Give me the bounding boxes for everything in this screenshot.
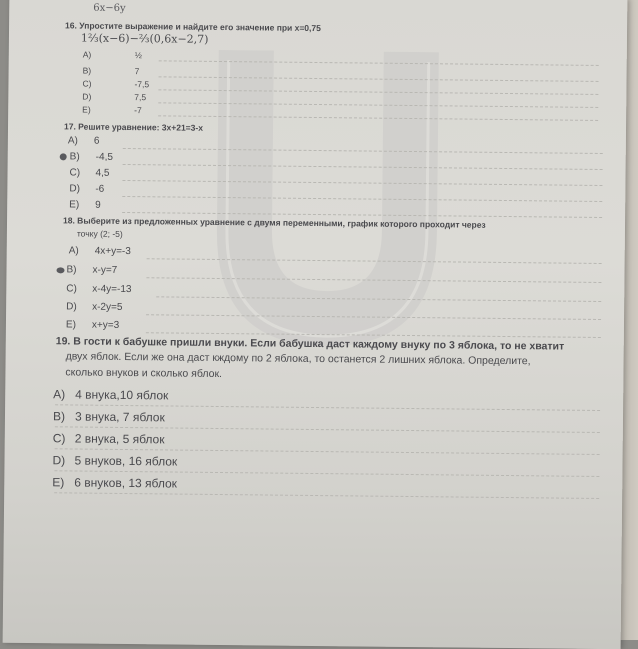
q19-option-e[interactable] xyxy=(52,475,177,490)
q19-line2: двух яблок. Если же она даст кждому по 2 яблока, то останется 2 лишних яблока. Определите, xyxy=(65,350,531,368)
option-letter: B) xyxy=(52,409,66,424)
q17-option-b[interactable] xyxy=(70,151,113,162)
q19-option-b[interactable] xyxy=(53,409,165,424)
option-text: 4x+y=-3 xyxy=(94,245,131,258)
option-letter: D) xyxy=(82,91,92,102)
q17-option-a[interactable] xyxy=(68,135,100,146)
option-text: x-2y=5 xyxy=(92,301,123,313)
answer-line xyxy=(54,492,599,499)
q19-option-a[interactable] xyxy=(53,387,168,402)
option-letter: E) xyxy=(82,104,91,115)
q16-option-d[interactable] xyxy=(82,92,146,103)
q16-option-b[interactable] xyxy=(83,66,140,77)
option-text: 6 xyxy=(93,135,100,147)
option-text: -7,5 xyxy=(134,79,150,90)
option-text: 3 внука, 7 яблок xyxy=(74,409,165,425)
connector-text xyxy=(96,0,100,1)
q18-option-c[interactable] xyxy=(66,283,131,295)
option-text: 4,5 xyxy=(95,167,110,179)
pencil-mark-icon xyxy=(60,153,67,160)
option-text: -7 xyxy=(134,105,142,116)
q16-option-a[interactable] xyxy=(83,50,142,61)
option-text: x-y=7 xyxy=(92,264,118,276)
option-letter: A) xyxy=(68,245,79,257)
option-letter: E) xyxy=(52,475,65,490)
option-letter: A) xyxy=(82,49,92,60)
q18-option-a[interactable] xyxy=(69,245,131,257)
q17-option-c[interactable] xyxy=(69,167,109,178)
option-letter: E) xyxy=(65,319,77,331)
q19-option-c[interactable] xyxy=(53,431,165,446)
q17-option-e[interactable] xyxy=(69,199,101,210)
option-text: 7 xyxy=(134,66,140,77)
option-letter: D) xyxy=(52,453,66,468)
option-text: 2 внука, 5 яблок xyxy=(74,431,165,447)
option-letter: C) xyxy=(66,283,77,295)
option-letter: B) xyxy=(69,151,80,163)
q16-header: 16. Упростите выражение и найдите его значение при x=0,75 xyxy=(65,20,321,34)
option-text: 7,5 xyxy=(134,92,147,103)
option-text: 6 внуков, 13 яблок xyxy=(74,475,178,491)
q16-option-e[interactable] xyxy=(82,105,142,116)
option-letter: C) xyxy=(82,78,92,89)
option-letter: D) xyxy=(69,183,80,195)
option-letter: A) xyxy=(53,387,66,402)
q19-option-d[interactable] xyxy=(52,453,177,468)
q18-option-d[interactable] xyxy=(66,301,122,313)
option-text: -6 xyxy=(95,183,105,195)
option-letter: B) xyxy=(82,65,92,76)
watermark-u-logo xyxy=(206,50,449,352)
top-formula: 6x−6y xyxy=(93,2,126,14)
test-sheet xyxy=(3,0,628,649)
q18-header-line2: точку (2; -5) xyxy=(76,228,123,239)
option-text: x-4y=-13 xyxy=(92,283,132,296)
q18-option-e[interactable] xyxy=(66,319,119,331)
q16-expression: 1⅔(x−6)−⅔(0,6x−2,7) xyxy=(80,31,209,46)
option-text: 5 внуков, 16 яблок xyxy=(74,453,178,469)
option-letter: A) xyxy=(67,135,78,147)
option-text: 4 внука,10 яблок xyxy=(75,387,169,403)
option-letter: E) xyxy=(69,199,80,211)
option-letter: C) xyxy=(52,431,66,446)
option-text: x+y=3 xyxy=(91,319,120,331)
q19-line1: 19. В гости к бабушке пришли внуки. Если бабушка даст каждому внуку по 3 яблока, то не хватит xyxy=(55,335,565,353)
pencil-mark-icon xyxy=(56,267,64,273)
option-text: -4,5 xyxy=(95,151,113,163)
option-text: ½ xyxy=(134,50,142,61)
q17-header: 17. Решите уравнение: 3x+21=3-x xyxy=(63,121,204,133)
option-letter: D) xyxy=(66,301,77,313)
q18-option-b[interactable] xyxy=(66,264,117,276)
q18-header-line1: 18. Выберите из предложенных уравнение с двумя переменными, график которого проходит через xyxy=(62,215,486,230)
q16-option-c[interactable] xyxy=(82,79,149,90)
option-letter: B) xyxy=(66,264,77,276)
q17-option-d[interactable] xyxy=(69,183,104,194)
option-text: 9 xyxy=(95,199,101,211)
q19-line3: сколько внуков и сколько яблок. xyxy=(65,366,223,381)
option-letter: C) xyxy=(69,167,81,179)
